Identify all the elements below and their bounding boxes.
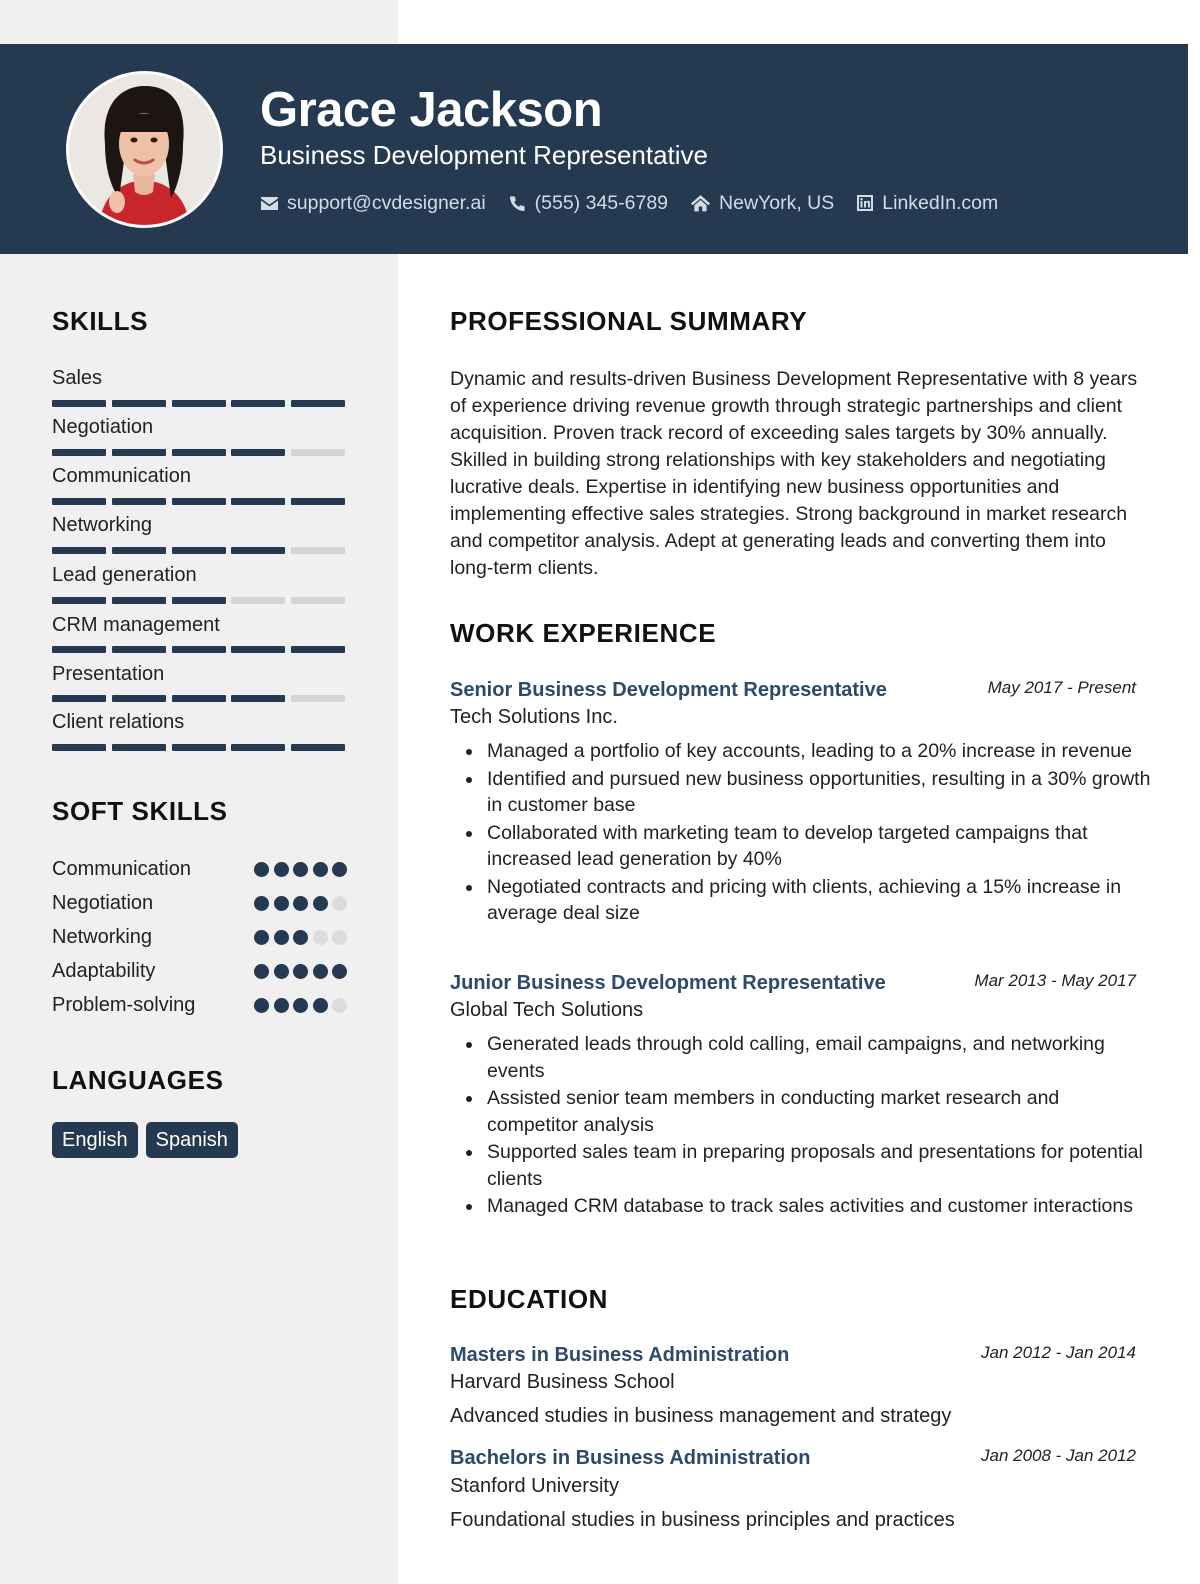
skill-level-segment bbox=[112, 400, 166, 407]
education-description: Advanced studies in business management and strategy bbox=[450, 1405, 952, 1427]
summary-text: Dynamic and results-driven Business Development Representative with 8 years of experience driving revenue growth through strategic partnerships and client acquisition. Proven track record of exceeding sales targets by 30% annually. Skilled in building strong relationships with key stakeholders and negotiating lucrative deals. Expertise in identifying new business opportunities and implementing effective sales strategies. Strong background in market research and competitor analysis. Adept at generating leads and converting them into long-term clients. bbox=[450, 368, 1138, 579]
skill-bar bbox=[52, 646, 345, 653]
soft-skills-heading: SOFT SKILLS bbox=[52, 796, 228, 826]
job-title: Senior Business Development Representative bbox=[450, 679, 887, 701]
job-bullet: Supported sales team in preparing proposals and presentations for potential clients bbox=[464, 1139, 1154, 1192]
job-bullet: Collaborated with marketing team to develop targeted campaigns that increased lead generation by 40% bbox=[464, 820, 1154, 873]
skill-level-segment bbox=[172, 547, 226, 554]
education-heading: EDUCATION bbox=[450, 1284, 609, 1314]
soft-skill-label: Negotiation bbox=[52, 891, 154, 914]
rating-dot bbox=[313, 930, 328, 945]
job-title: Junior Business Development Representative bbox=[450, 972, 886, 994]
phone-text: (555) 345-6789 bbox=[534, 191, 669, 214]
skill-level-segment bbox=[291, 400, 345, 407]
contact-phone[interactable] bbox=[508, 192, 668, 215]
soft-skill-rating bbox=[250, 862, 348, 877]
skill-level-segment bbox=[231, 400, 285, 407]
skill-bar bbox=[52, 744, 345, 751]
experience-heading: WORK EXPERIENCE bbox=[450, 618, 717, 648]
rating-dot bbox=[332, 998, 347, 1013]
rating-dot bbox=[274, 896, 289, 911]
soft-skill-rating bbox=[250, 896, 348, 911]
soft-skill-rating bbox=[250, 930, 348, 945]
skill-level-segment bbox=[291, 744, 345, 751]
rating-dot bbox=[293, 896, 308, 911]
soft-skill-rating bbox=[250, 998, 348, 1013]
contact-email[interactable] bbox=[260, 192, 486, 215]
skill-label: Presentation bbox=[52, 663, 165, 685]
envelope-icon bbox=[260, 196, 279, 211]
job-bullet: Managed a portfolio of key accounts, leading to a 20% increase in revenue bbox=[464, 738, 1154, 765]
skill-level-segment bbox=[172, 498, 226, 505]
job-bullets bbox=[464, 738, 1154, 928]
skill-level-segment bbox=[112, 547, 166, 554]
skill-label: Sales bbox=[52, 367, 103, 389]
skill-label: CRM management bbox=[52, 614, 220, 636]
degree-title: Masters in Business Administration bbox=[450, 1344, 790, 1366]
rating-dot bbox=[293, 998, 308, 1013]
skill-level-segment bbox=[52, 449, 106, 456]
home-icon bbox=[690, 194, 711, 212]
skill-level-segment bbox=[112, 449, 166, 456]
soft-skill-label: Problem-solving bbox=[52, 993, 196, 1016]
job-bullet: Generated leads through cold calling, email campaigns, and networking events bbox=[464, 1031, 1154, 1084]
skill-bar bbox=[52, 547, 345, 554]
rating-dot bbox=[254, 862, 269, 877]
education-description: Foundational studies in business principles and practices bbox=[450, 1509, 955, 1531]
rating-dot bbox=[274, 964, 289, 979]
skill-label: Negotiation bbox=[52, 416, 154, 438]
skills-heading: SKILLS bbox=[52, 306, 149, 336]
skill-level-segment bbox=[291, 695, 345, 702]
candidate-title: Business Development Representative bbox=[260, 140, 709, 170]
job-bullet: Managed CRM database to track sales activities and customer interactions bbox=[464, 1193, 1154, 1220]
skill-level-segment bbox=[291, 597, 345, 604]
rating-dot bbox=[274, 930, 289, 945]
soft-skill-row bbox=[52, 923, 347, 951]
skill-level-segment bbox=[291, 449, 345, 456]
skill-level-segment bbox=[172, 695, 226, 702]
language-badge: English bbox=[52, 1122, 138, 1158]
skill-level-segment bbox=[231, 597, 285, 604]
skill-level-segment bbox=[52, 597, 106, 604]
soft-skill-label: Adaptability bbox=[52, 959, 156, 982]
profile-photo bbox=[66, 71, 223, 228]
skill-level-segment bbox=[112, 695, 166, 702]
skill-level-segment bbox=[231, 646, 285, 653]
language-list bbox=[52, 1122, 246, 1158]
rating-dot bbox=[274, 998, 289, 1013]
school-name: Stanford University bbox=[450, 1475, 619, 1497]
location-text: NewYork, US bbox=[719, 191, 835, 214]
skill-level-segment bbox=[112, 744, 166, 751]
job-dates: May 2017 - Present bbox=[987, 678, 1136, 697]
skill-level-segment bbox=[231, 498, 285, 505]
skill-level-segment bbox=[172, 744, 226, 751]
skill-level-segment bbox=[172, 597, 226, 604]
rating-dot bbox=[313, 998, 328, 1013]
rating-dot bbox=[313, 964, 328, 979]
education-dates: Jan 2008 - Jan 2012 bbox=[980, 1446, 1136, 1465]
languages-heading: LANGUAGES bbox=[52, 1065, 224, 1095]
rating-dot bbox=[332, 862, 347, 877]
soft-skill-row bbox=[52, 889, 347, 917]
contact-linkedin[interactable] bbox=[856, 192, 998, 215]
skill-level-segment bbox=[52, 744, 106, 751]
candidate-name: Grace Jackson bbox=[260, 83, 603, 137]
rating-dot bbox=[293, 964, 308, 979]
skill-level-segment bbox=[231, 547, 285, 554]
soft-skill-row bbox=[52, 957, 347, 985]
soft-skill-label: Communication bbox=[52, 857, 191, 880]
soft-skill-row bbox=[52, 855, 347, 883]
skill-level-segment bbox=[172, 449, 226, 456]
soft-skill-label: Networking bbox=[52, 925, 153, 948]
summary-heading: PROFESSIONAL SUMMARY bbox=[450, 306, 808, 336]
skill-level-segment bbox=[172, 646, 226, 653]
email-text: support@cvdesigner.ai bbox=[287, 191, 486, 214]
skill-level-segment bbox=[112, 597, 166, 604]
skill-level-segment bbox=[291, 498, 345, 505]
rating-dot bbox=[332, 896, 347, 911]
profile-photo-illustration bbox=[69, 74, 220, 225]
contact-info bbox=[260, 189, 1020, 217]
rating-dot bbox=[313, 862, 328, 877]
skill-level-segment bbox=[112, 646, 166, 653]
phone-icon bbox=[508, 194, 527, 213]
rating-dot bbox=[254, 896, 269, 911]
rating-dot bbox=[293, 862, 308, 877]
skill-level-segment bbox=[52, 400, 106, 407]
degree-title: Bachelors in Business Administration bbox=[450, 1447, 811, 1469]
skill-label: Networking bbox=[52, 514, 153, 536]
rating-dot bbox=[313, 896, 328, 911]
skill-label: Client relations bbox=[52, 711, 185, 733]
rating-dot bbox=[254, 930, 269, 945]
job-bullet: Identified and pursued new business opportunities, resulting in a 30% growth in customer base bbox=[464, 766, 1154, 819]
rating-dot bbox=[332, 930, 347, 945]
soft-skill-rating bbox=[250, 964, 348, 979]
skill-label: Communication bbox=[52, 465, 191, 487]
rating-dot bbox=[254, 998, 269, 1013]
skill-level-segment bbox=[52, 547, 106, 554]
skill-label: Lead generation bbox=[52, 564, 197, 586]
school-name: Harvard Business School bbox=[450, 1371, 675, 1393]
skill-level-segment bbox=[231, 449, 285, 456]
skill-bar bbox=[52, 498, 345, 505]
skill-bar bbox=[52, 449, 345, 456]
skill-level-segment bbox=[231, 695, 285, 702]
job-bullet: Negotiated contracts and pricing with clients, achieving a 15% increase in average deal size bbox=[464, 874, 1154, 927]
contact-location bbox=[690, 192, 834, 215]
rating-dot bbox=[254, 964, 269, 979]
skill-bar bbox=[52, 400, 345, 407]
job-dates: Mar 2013 - May 2017 bbox=[974, 971, 1136, 990]
skill-level-segment bbox=[291, 547, 345, 554]
skill-bar bbox=[52, 695, 345, 702]
skill-level-segment bbox=[231, 744, 285, 751]
language-badge: Spanish bbox=[146, 1122, 238, 1158]
skill-level-segment bbox=[52, 498, 106, 505]
rating-dot bbox=[293, 930, 308, 945]
skill-level-segment bbox=[291, 646, 345, 653]
education-dates: Jan 2012 - Jan 2014 bbox=[980, 1343, 1136, 1362]
skill-level-segment bbox=[172, 400, 226, 407]
skill-level-segment bbox=[52, 695, 106, 702]
job-bullet: Assisted senior team members in conducting market research and competitor analysis bbox=[464, 1085, 1154, 1138]
soft-skill-row bbox=[52, 991, 347, 1019]
job-company: Global Tech Solutions bbox=[450, 999, 644, 1021]
rating-dot bbox=[274, 862, 289, 877]
skill-level-segment bbox=[112, 498, 166, 505]
job-bullets bbox=[464, 1031, 1154, 1221]
linkedin-icon bbox=[856, 194, 874, 212]
job-company: Tech Solutions Inc. bbox=[450, 706, 618, 728]
linkedin-text: LinkedIn.com bbox=[882, 191, 999, 214]
rating-dot bbox=[332, 964, 347, 979]
skill-level-segment bbox=[52, 646, 106, 653]
skill-bar bbox=[52, 597, 345, 604]
